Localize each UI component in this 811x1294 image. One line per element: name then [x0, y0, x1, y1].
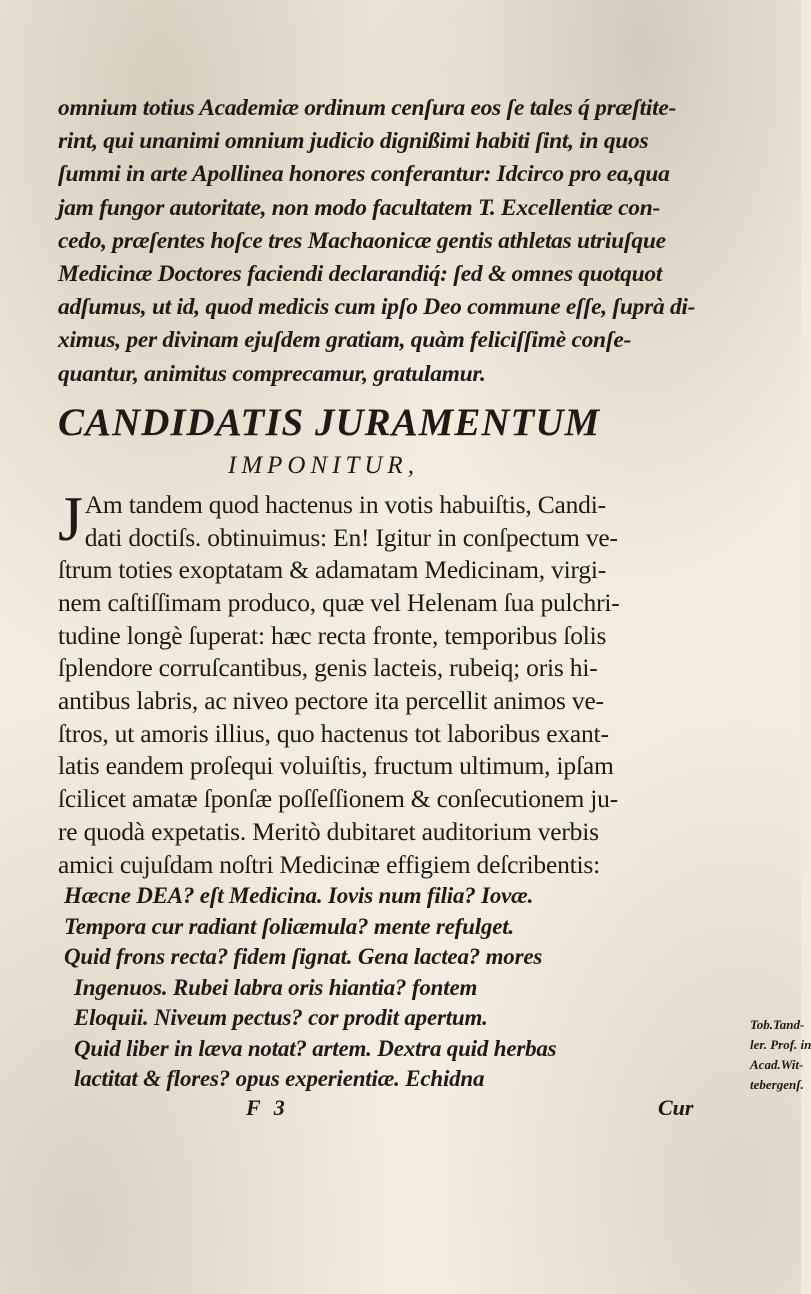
signature-mark: F 3: [246, 1094, 289, 1120]
section-heading: CANDIDATIS JURAMENTUM: [58, 400, 601, 444]
margin-note-line-2: ler. Prof. in: [750, 1037, 811, 1052]
roman-line-8: ſtros, ut amoris illius, quo hactenus tot laboribus exant-: [58, 718, 609, 748]
italic-line-7: adſumus, ut id, quod medicis cum ipſo Deo commune eſſe, ſuprà di-: [58, 294, 696, 321]
roman-line-9: latis eandem proſequi voluiſtis, fructum ultimum, ipſam: [58, 751, 614, 781]
oath-paragraph: [58, 482, 748, 881]
margin-note-line-4: tebergenſ.: [750, 1077, 804, 1092]
opening-paragraph: [58, 92, 748, 391]
section-subheading: IMPONITUR,: [228, 451, 419, 479]
verse-line-1: Hæcne DEA? eſt Medicina. Iovis num filia? Iovæ.: [64, 883, 534, 909]
roman-line-3: ſtrum toties exoptatam & adamatam Medicinam, virgi-: [58, 555, 607, 585]
roman-line-2: dati doctiſs. obtinuimus: En! Igitur in conſpectum ve-: [84, 522, 618, 552]
italic-line-1: omnium totius Academiæ ordinum cenſura eos ſe tales q́ præſtite-: [58, 95, 677, 121]
roman-line-11: re quodà expetatis. Meritò dubitaret auditorium verbis: [58, 816, 599, 846]
page-footer: [58, 1095, 748, 1125]
verse-line-5: Eloquii. Niveum pectus? cor prodit apertum.: [74, 1005, 488, 1031]
margin-note-line-1: Tob.Tand-: [750, 1017, 805, 1032]
italic-line-3: ſummi in arte Apollinea honores conferantur: Idcirco pro ea,qua: [58, 161, 670, 188]
drop-cap: J: [58, 482, 83, 554]
verse-block: [58, 881, 748, 1095]
verse-line-3: Quid frons recta? fidem ſignat. Gena lactea? mores: [64, 944, 543, 970]
roman-line-1: Am tandem quod hactenus in votis habuiſtis, Candi-: [84, 489, 606, 519]
verse-line-7: lactitat & flores? opus experientiæ. Echidna: [74, 1066, 485, 1092]
verse-line-2: Tempora cur radiant ſoliæmula? mente refulget.: [64, 913, 514, 939]
italic-line-8: ximus, per divinam ejuſdem gratiam, quàm feliciſſimè conſe-: [58, 327, 632, 354]
italic-line-6: Medicinæ Doctores faciendi declarandiq́: ſed & omnes quotquot: [58, 261, 663, 288]
italic-line-5: cedo, præſentes hoſce tres Machaonicæ gentis athletas utriuſque: [58, 227, 666, 254]
roman-line-6: ſplendore corruſcantibus, genis lacteis, rubeiq; oris hi-: [58, 653, 598, 683]
verse-line-6: Quid liber in læva notat? artem. Dextra quid herbas: [74, 1035, 557, 1061]
page-text: [58, 92, 748, 1125]
italic-line-2: rint, qui unanimi omnium judicio dignißimi habiti ſint, in quos: [58, 128, 649, 155]
roman-line-4: nem caſtiſſimam produco, quæ vel Helenam ſua pulchri-: [58, 587, 620, 617]
margin-note: [750, 1015, 811, 1095]
roman-line-7: antibus labris, ac niveo pectore ita percellit animos ve-: [58, 686, 604, 716]
verse-line-4: Ingenuos. Rubei labra oris hiantia? fontem: [74, 974, 478, 1000]
roman-line-12: amici cujuſdam noſtri Medicinæ effigiem deſcribentis:: [58, 849, 600, 879]
italic-line-9: quantur, animitus comprecamur, gratulamur.: [58, 360, 486, 387]
roman-line-5: tudine longè ſuperat: hæc recta fronte, temporibus ſolis: [58, 620, 607, 650]
margin-note-line-3: Acad.Wit-: [750, 1057, 804, 1072]
italic-line-4: jam fungor autoritate, non modo facultatem T. Excellentiæ con-: [58, 194, 661, 221]
roman-line-10: ſcilicet amatæ ſponſæ poſſeſſionem & conſecutionem ju-: [58, 784, 618, 814]
catchword: Cur: [658, 1094, 694, 1120]
